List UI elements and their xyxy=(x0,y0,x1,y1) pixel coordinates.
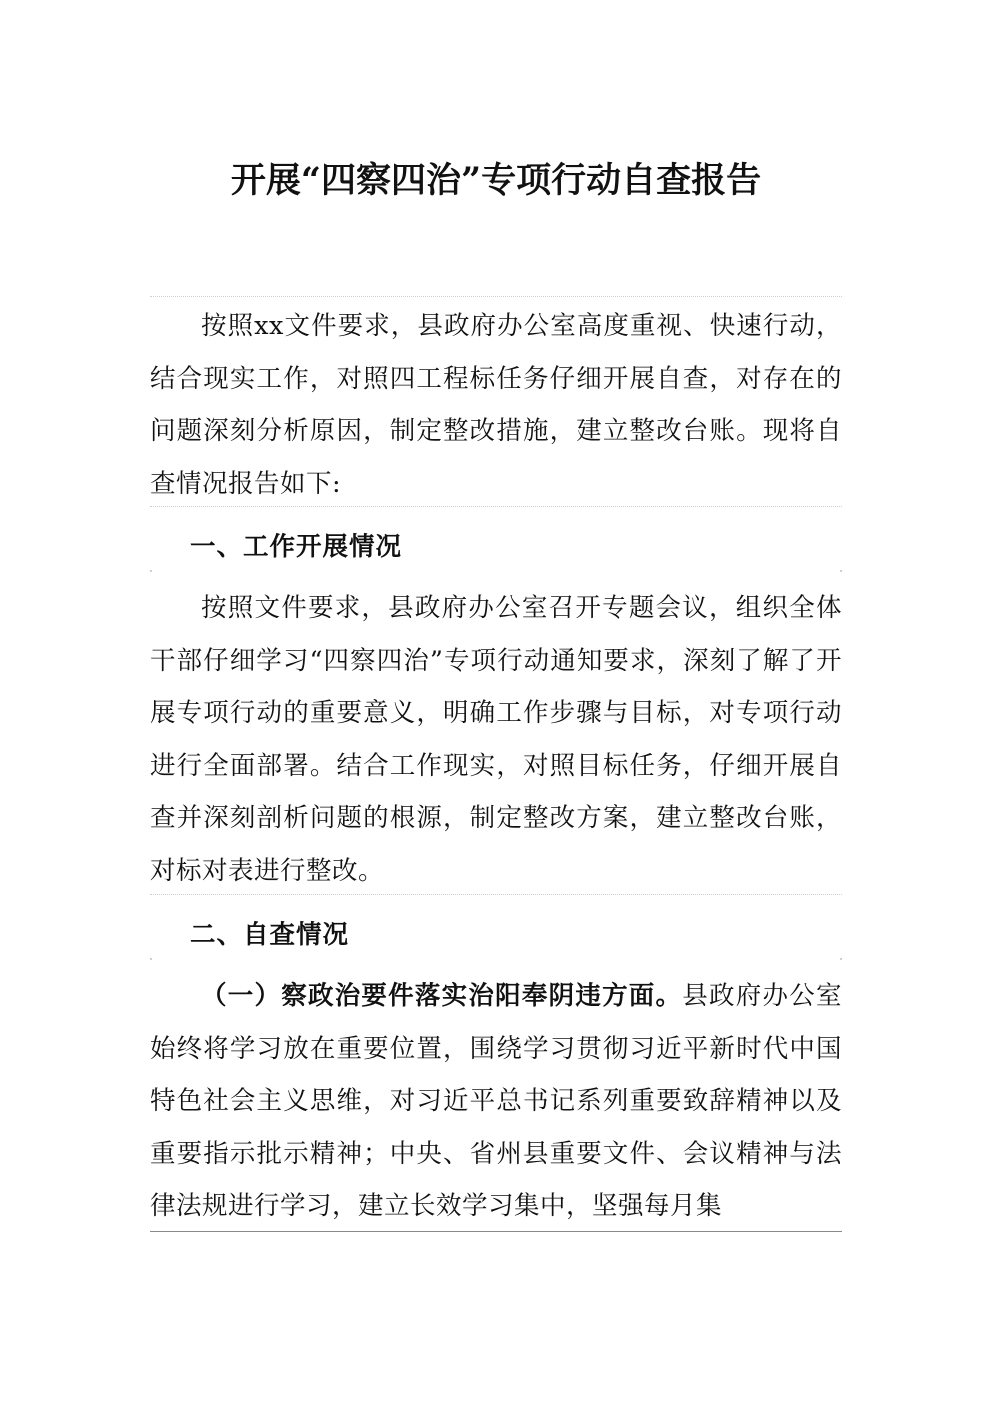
section-heading: 一、工作开展情况 xyxy=(190,532,403,562)
section2-heading-block xyxy=(150,909,842,961)
intro-block xyxy=(150,300,842,508)
divider xyxy=(150,506,842,507)
subsection-text: 县政府办公室始终将学习放在重要位置，围绕学习贯彻习近平新时代中国特色社会主义思维，对习近平总书记系列重要致辞精神以及重要指示批示精神；中央、省州县重要文件、会议精神与法律法规进行学习，建立长效学习集中，坚强每月集 xyxy=(150,981,842,1221)
intro-paragraph: 按照xx文件要求，县政府办公室高度重视、快速行动，结合现实工作，对照四工程标任务仔细开展自查，对存在的问题深刻分析原因，制定整改措施，建立整改台账。现将自查情况报告如下: xyxy=(150,311,842,499)
margin-mark xyxy=(150,958,152,960)
section1-body-block xyxy=(150,582,842,897)
section1-heading-block xyxy=(150,521,842,573)
page-bottom-rule xyxy=(150,1231,842,1232)
margin-mark xyxy=(840,570,842,572)
margin-mark xyxy=(840,958,842,960)
section-heading: 二、自查情况 xyxy=(190,920,350,950)
divider xyxy=(150,296,842,297)
section2-body-block xyxy=(150,970,842,1232)
margin-mark xyxy=(150,570,152,572)
divider xyxy=(150,894,842,895)
page-title: 开展“四察四治”专项行动自查报告 xyxy=(230,160,762,201)
section1-paragraph: 按照文件要求，县政府办公室召开专题会议，组织全体干部仔细学习“四察四治”专项行动通知要求，深刻了解了开展专项行动的重要意义，明确工作步骤与目标，对专项行动进行全面部署。结合工作现实，对照目标任务，仔细开展自查并深刻剖析问题的根源，制定整改方案，建立整改台账，对标对表进行整改。 xyxy=(150,593,842,886)
subsection-lead: （一）察政治要件落实治阳奉阴违方面。 xyxy=(201,981,683,1011)
section2-sub1-paragraph xyxy=(150,970,842,1232)
